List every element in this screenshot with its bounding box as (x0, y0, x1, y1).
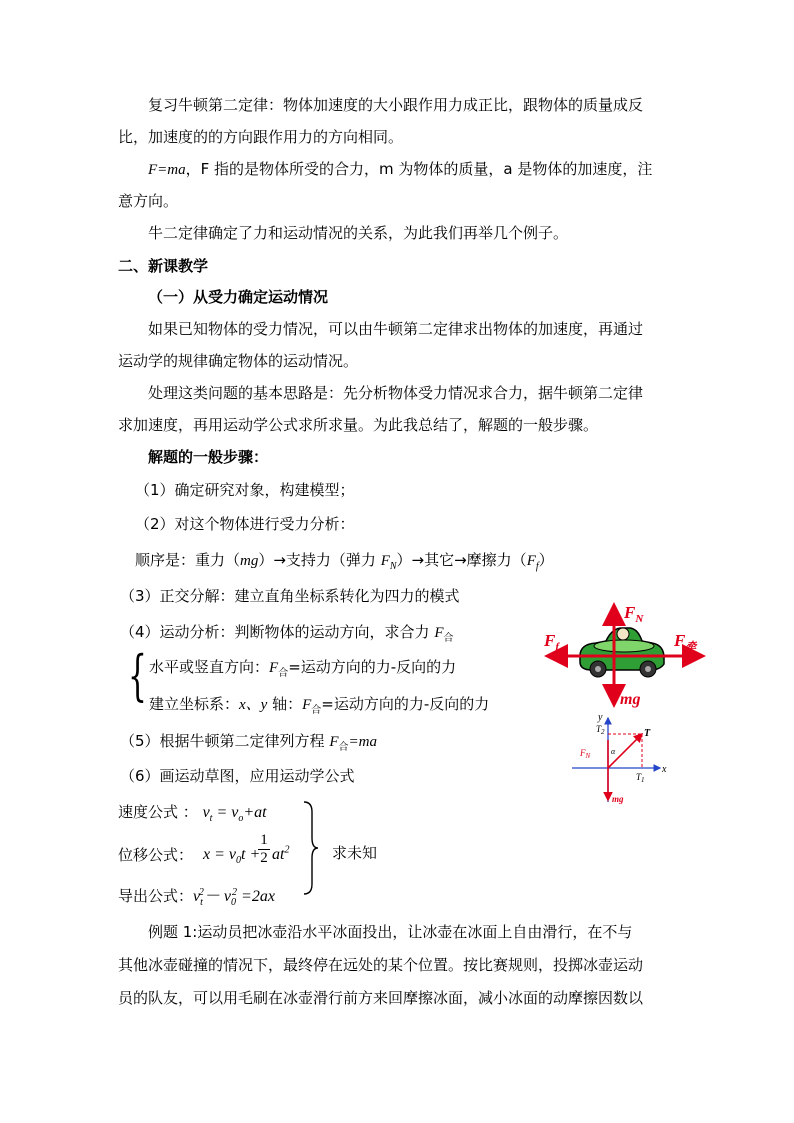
car-icon (580, 628, 664, 677)
case-2-sub: 合 (311, 705, 322, 716)
example-line-1: 例题 1:运动员把冰壶沿水平冰面投出，让冰壶在冰面上自由滑行，在不与 (148, 923, 633, 941)
method-line-1: 如果已知物体的受力情况，可以由牛顿第二定律求出物体的加速度，再通过 (148, 320, 644, 338)
case-1-sub: 合 (278, 668, 289, 679)
svg-text:F牵: $F_牵$ (674, 631, 697, 653)
case-2-text: =运动方向的力-反向的力 (321, 695, 490, 713)
label-angle: α (611, 747, 616, 756)
label-fn-axis: F (580, 748, 586, 758)
svg-text:T1: $T_1$ (636, 772, 645, 784)
steps-title: 解题的一般步骤： (148, 448, 269, 466)
force-order (135, 550, 554, 571)
step-5-ma: =ma (348, 734, 377, 750)
label-ff: F (544, 631, 556, 650)
step-4-f: F (434, 625, 444, 641)
order-fn: F (380, 553, 390, 569)
displacement-tail: $at^2$ (272, 844, 290, 863)
label-t: T (644, 728, 651, 739)
svg-text:FN: $F_N$ (580, 748, 591, 760)
case-2-axis: 轴： (267, 695, 303, 713)
svg-text:FN: $F_N$ (624, 603, 644, 625)
order-text-d: ） (538, 551, 554, 569)
label-y: y (598, 712, 603, 723)
fraction-half: 1 2 (258, 832, 270, 866)
derived-expression: $v_t^2- v_0^2 =2ax$ (193, 886, 275, 909)
axis-force-diagram (568, 710, 678, 806)
car-force-diagram (540, 598, 710, 710)
step-5 (120, 731, 377, 752)
label-fq: F (674, 631, 686, 650)
order-text-a: 顺序是：重力（ (135, 551, 241, 569)
case-1-text: =运动方向的力-反向的力 (288, 658, 457, 676)
case-2-f: F (302, 697, 312, 713)
formula-explain-line-2: 意方向。 (118, 192, 179, 210)
formula-fma: F=ma (148, 162, 186, 178)
svg-text:Ff: $F_f$ (544, 631, 560, 653)
displacement-formula (118, 845, 193, 865)
case-1-f: F (269, 660, 279, 676)
example-line-3: 员的队友，可以用毛刷在冰壶滑行前方来回摩擦冰面，减小冰面的动摩擦因数以 (118, 989, 644, 1007)
label-x: x (662, 764, 667, 775)
case-2-xy: x、y (239, 697, 268, 713)
order-ff-sub: f (535, 561, 539, 572)
label-mg-axis: mg (612, 794, 624, 804)
example-line-2: 其他冰壶碰撞的情况下，最终停在远处的某个位置。按比赛规则，投掷冰壶运动 (118, 956, 644, 974)
case-horizontal (149, 657, 456, 678)
step-4 (120, 622, 454, 643)
intro-line-1: 复习牛顿第二定律：物体加速度的大小跟作用力成正比，跟物体的质量成反 (148, 96, 644, 114)
cases-brace: { (128, 644, 147, 707)
label-t1: T (636, 772, 642, 782)
intro-line-2: 比，加速度的的方向跟作用力的方向相同。 (118, 128, 404, 146)
step-6: （6）画运动草图，应用运动学公式 (120, 767, 355, 785)
velocity-formula (118, 802, 267, 823)
displacement-expression: $x = v_0t$ + (203, 846, 261, 867)
label-t2: T (596, 724, 602, 734)
case-coordinate (149, 694, 489, 715)
formulas-brace (300, 800, 322, 896)
subsection-heading: （一）从受力确定运动情况 (148, 288, 329, 306)
solve-unknown: 求未知 (332, 844, 378, 862)
formula-explain-text: ，F 指的是物体所受的合力，m 为物体的质量，a 是物体的加速度，注 (185, 160, 653, 178)
step-5-text: （5）根据牛顿第二定律列方程 (120, 732, 330, 750)
step-5-sub: 合 (338, 742, 349, 753)
step-4-sub: 合 (443, 633, 454, 644)
velocity-label: 速度公式 ： (118, 803, 198, 821)
derived-formula (118, 886, 275, 907)
order-text-b: ）→支持力（弹力 (258, 551, 381, 569)
step-4-text: （4）运动分析：判断物体的运动方向，求合力 (120, 623, 435, 641)
formula-explain-line-1 (148, 159, 652, 180)
derived-label: 导出公式： (118, 887, 194, 905)
step-5-f: F (329, 734, 339, 750)
approach-line-1: 处理这类问题的基本思路是：先分析物体受力情况求合力，据牛顿第二定律 (148, 384, 644, 402)
approach-line-2: 求加速度，再用运动学公式求所求量。为此我总结了，解题的一般步骤。 (118, 416, 599, 434)
step-1: （1）确定研究对象，构建模型； (135, 481, 355, 499)
order-text-c: ）→其它→摩擦力（ (396, 551, 527, 569)
step-3: （3）正交分解：建立直角坐标系转化为四力的模式 (120, 587, 460, 605)
displacement-label: 位移公式： (118, 846, 194, 864)
case-1-label: 水平或竖直方向： (149, 658, 270, 676)
section-heading: 二、新课教学 (118, 257, 209, 275)
order-fn-sub: N (389, 561, 397, 572)
case-2-label: 建立坐标系： (149, 695, 240, 713)
velocity-expression: $v_t = v_o+at$ (202, 804, 267, 825)
step-2: （2）对这个物体进行受力分析： (135, 515, 355, 533)
method-line-2: 运动学的规律确定物体的运动情况。 (118, 352, 359, 370)
label-mg: mg (620, 691, 641, 708)
label-fn: F (624, 603, 636, 622)
order-mg: mg (240, 553, 259, 569)
svg-text:T2: $T_2$ (596, 724, 605, 736)
order-ff: F (526, 553, 536, 569)
transition-sentence: 牛二定律确定了力和运动情况的关系，为此我们再举几个例子。 (148, 224, 569, 242)
